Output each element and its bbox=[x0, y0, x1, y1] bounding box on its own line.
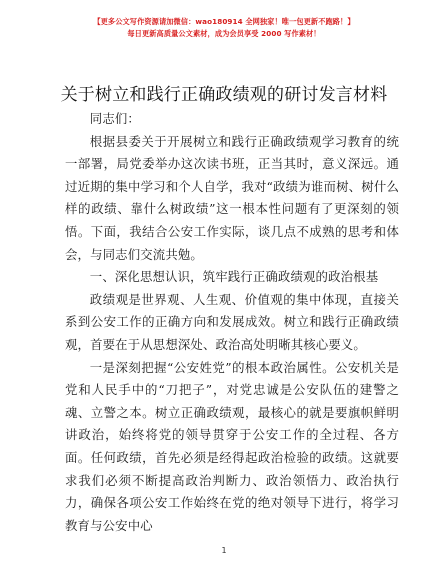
document-title: 关于树立和践行正确政绩观的研讨发言材料 bbox=[60, 85, 388, 105]
page-number: 1 bbox=[221, 546, 227, 555]
promo-banner-line-1: 【更多公文写作资源请加微信：wao180914 全网独家！唯一包更新不跑路！】 bbox=[93, 17, 355, 26]
promo-banner-line-2: 每日更新高质量公文素材，成为会员享受 2000 写作素材！ bbox=[127, 29, 321, 38]
promo-banner bbox=[0, 16, 448, 40]
intro-paragraph: 根据县委关于开展树立和践行正确政绩观学习教育的统一部署，局党委举办这次读书班，正当其时，意义深远。通过近期的集中学习和个人自学，我对“政绩为谁而树、树什么样的政绩、靠什么树政绩”这一根本性问题有了更深刻的领悟。下面，我结合公安工作实际，谈几点不成熟的思考和体会，与同志们交流共勉。 bbox=[65, 133, 399, 262]
salutation: 同志们： bbox=[89, 111, 140, 126]
section-heading: 一、深化思想认识，筑牢践行正确政绩观的政治根基 bbox=[89, 269, 379, 285]
body-paragraph: 政绩观是世界观、人生观、价值观的集中体现，直接关系到公安工作的正确方向和发展成效。树立和践行正确政绩观，首要在于从思想深处、政治高处明晰其核心要义。 bbox=[65, 291, 399, 352]
document-body bbox=[65, 108, 399, 537]
body-paragraph: 一是深刻把握“公安姓党”的根本政治属性。公安机关是党和人民手中的“刀把子”，对党忠诚是公安队伍的建警之魂、立警之本。树立正确政绩观，最核心的就是要旗帜鲜明讲政治，始终将党的领导贯穿于公安工作的全过程、各方面。任何政绩，首先必须是经得起政治检验的政绩。这就要求我们必须不断提高政治判断力、政治领悟力、政治执行力，确保各项公安工作始终在党的绝对领导下进行，将学习教育与公安中心 bbox=[65, 359, 399, 533]
